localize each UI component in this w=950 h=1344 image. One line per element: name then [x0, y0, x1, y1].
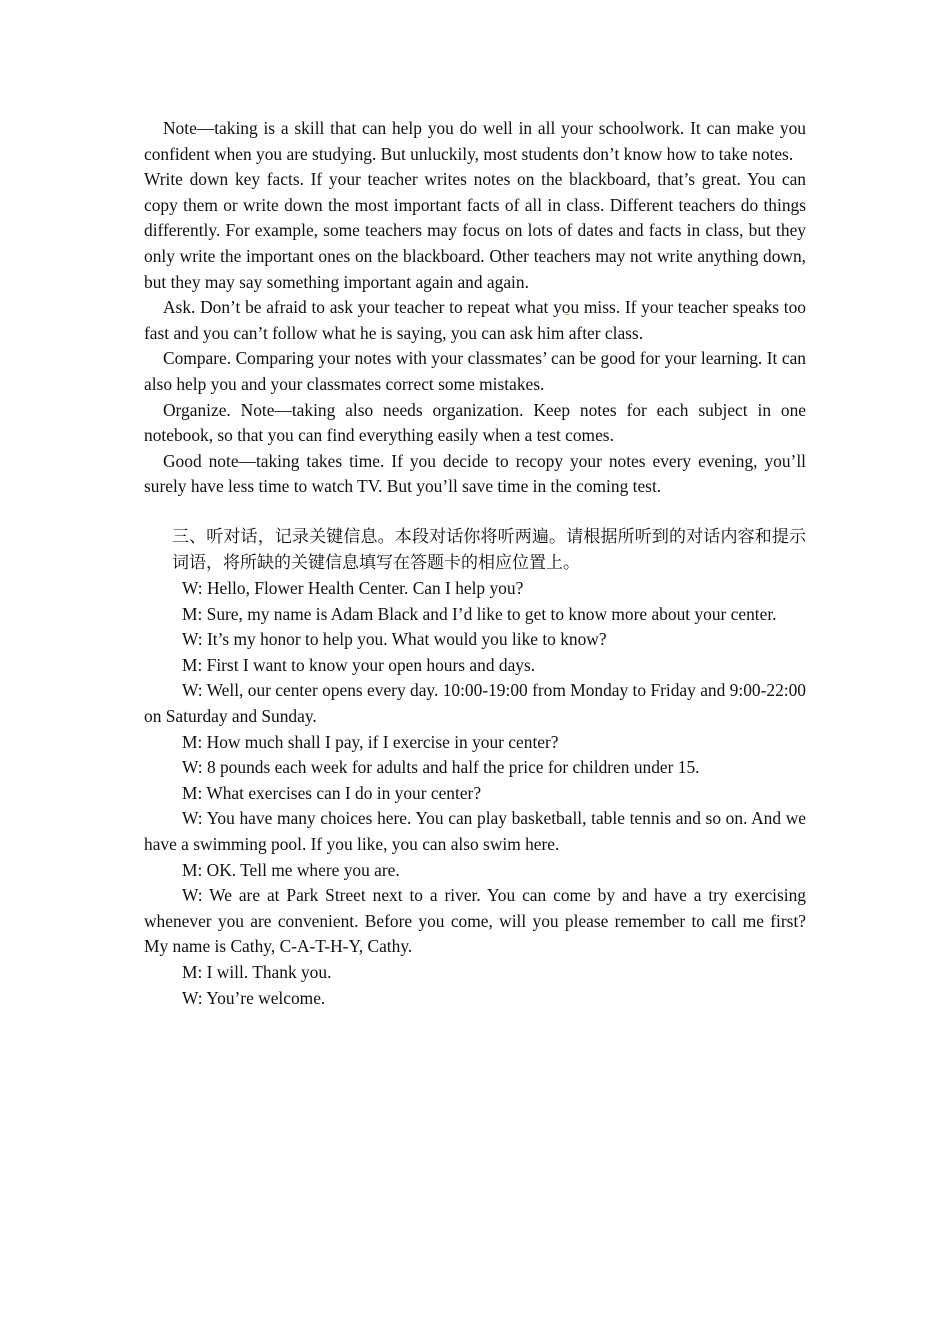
dialogue-line: W: You have many choices here. You can play basketball, table tennis and so on. And we have a swimming pool. If you like, you can also swim here. [144, 808, 806, 855]
passage-paragraph-compare: Compare. Comparing your notes with your classmates’ can be good for your learning. It can also help you and your classmates correct some mistakes. [144, 348, 806, 394]
dialogue-line: M: OK. Tell me where you are. [182, 859, 400, 880]
passage-paragraph-key-facts: Write down key facts. If your teacher writes notes on the blackboard, that’s great. You can copy them or write down the most important facts of all in class. Different teachers do things differently. For example, some teachers may focus on lots of dates and facts in class, but they only write the important ones on the blackboard. Other teachers may not write anything down, but they may say something important again and again. [144, 169, 806, 292]
dialogue-line: W: 8 pounds each week for adults and half the price for children under 15. [182, 757, 700, 778]
passage-paragraph-ask: Ask. Don’t be afraid to ask your teacher to repeat what you miss. If your teacher speaks too fast and you can’t follow what he is saying, you can ask him after class. [144, 297, 806, 343]
listening-section [144, 525, 806, 1011]
section-heading: 三、听对话，记录关键信息。本段对话你将听两遍。请根据所听到的对话内容和提示词语，将所缺的关键信息填写在答题卡的相应位置上。 [172, 526, 806, 573]
passage-paragraph-time: Good note—taking takes time. If you decide to recopy your notes every evening, you’ll surely have less time to watch TV. But you’ll save time in the coming test. [144, 450, 806, 497]
dialogue-line: W: Hello, Flower Health Center. Can I help you? [182, 578, 524, 599]
passage-paragraph-organize: Organize. Note—taking also needs organization. Keep notes for each subject in one notebook, so that you can find everything easily when a test comes. [144, 399, 806, 446]
dialogue-line: W: It’s my honor to help you. What would you like to know? [182, 629, 607, 650]
document-body [144, 116, 806, 1011]
dialogue-line: M: First I want to know your open hours and days. [182, 654, 536, 675]
reading-passage [144, 116, 806, 500]
dialogue-line: M: Sure, my name is Adam Black and I’d like to get to know more about your center. [182, 603, 777, 624]
passage-paragraph-intro: Note—taking is a skill that can help you do well in all your schoolwork. It can make you confident when you are studying. But unluckily, most students don’t know how to take notes. [144, 118, 806, 164]
dialogue-line: M: What exercises can I do in your center? [182, 782, 482, 803]
dialogue-line: M: How much shall I pay, if I exercise in your center? [182, 731, 559, 752]
section-spacer [144, 500, 806, 525]
dialogue-line: W: Well, our center opens every day. 10:00-19:00 from Monday to Friday and 9:00-22:00 on Saturday and Sunday. [144, 680, 806, 727]
dialogue-line: M: I will. Thank you. [182, 962, 332, 982]
dialogue-line: W: You’re welcome. [182, 987, 326, 1008]
dialogue-line: W: We are at Park Street next to a river. You can come by and have a try exercising whenever you are convenient. Before you come, will you please remember to call me first? My name is Cathy, C-A-T-H-Y, Cathy. [144, 885, 806, 957]
